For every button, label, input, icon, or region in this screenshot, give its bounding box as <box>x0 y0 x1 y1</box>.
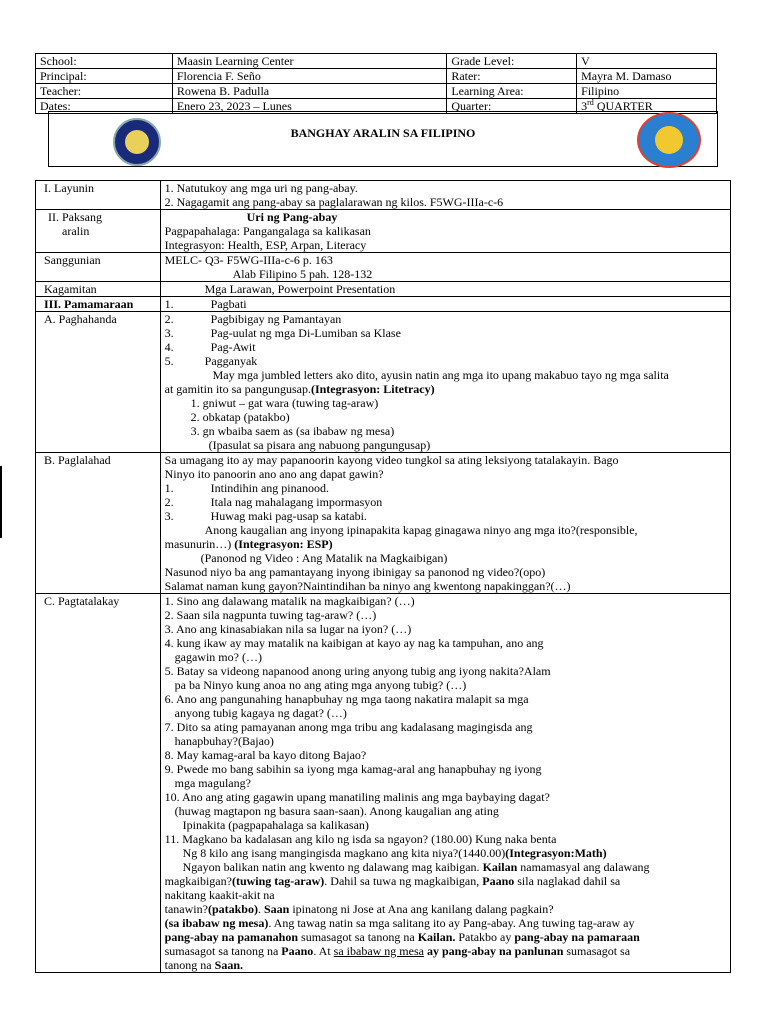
question-1: 1. Sino ang dalawang matalik na magkaibigan? (…) <box>164 594 415 608</box>
pagganyak-para-1: May mga jumbled letters ako dito, ayusin natin ang mga ito upang makabuo tayo ng mga salita <box>212 368 669 382</box>
row-kagamitan <box>36 282 731 297</box>
question-3: 3. Ano ang kinasabiakan nila sa lugar na iyon? (…) <box>164 622 412 636</box>
question-2: 2. Saan sila nagpunta tuwing tag-araw? (…) <box>164 608 377 622</box>
layunin-content <box>160 181 730 210</box>
summary-line-1: Ngayon balikan natin ang kwento ng dalawang mag kaibigan. Kailan namamasyal ang dalawang <box>182 860 650 874</box>
summary-line-5: (sa ibabaw ng mesa). Ang tawag natin sa mga salitang ito ay Pang-abay. Ang tuwing tag-araw ay <box>164 916 635 930</box>
pamamaraan-label: III. Pamamaraan <box>36 297 161 312</box>
pagtatalakay-content <box>160 594 730 973</box>
jumbled-3: 3. gn wbaiba saem as (sa ibabaw ng mesa) <box>190 424 395 438</box>
question-5a: 5. Batay sa videong napanood anong uring anyong tubig ang iyong nakita?Alam <box>164 664 551 678</box>
summary-line-8: tanong na Saan. <box>164 958 243 972</box>
header-row-teacher <box>36 84 717 99</box>
question-5b: pa ba Ninyo kung anoa no ang ating mga anyong tubig? (…) <box>174 678 467 692</box>
paglalahad-label: B. Paglalahad <box>36 453 161 594</box>
question-4a: 4. kung ikaw ay may matalik na kaibigan at kayo ay nag ka tampuhan, ano ang <box>164 636 544 650</box>
question-6a: 6. Ano ang pangunahing hanapbuhay ng mga taong nakatira malapit sa mga <box>164 692 529 706</box>
header-info-table <box>35 53 717 114</box>
header-row-school <box>36 54 717 69</box>
paglalahad-line-2: Ninyo ito panoorin ano ano ang dapat gawin? <box>164 467 384 481</box>
paglalahad-content <box>160 453 730 594</box>
header-row-principal <box>36 69 717 84</box>
area-value: Filipino <box>577 84 717 99</box>
layunin-line-1: 1. Natutukoy ang mga uri ng pang-abay. <box>164 181 358 195</box>
step-4: 4. Pag-Awit <box>164 340 256 354</box>
step-1: 1. Pagbati <box>164 297 247 311</box>
question-10a: 10. Ano ang ating gagawin upang manatiling malinis ang mga baybaying dagat? <box>164 790 550 804</box>
kagamitan-value: Mga Larawan, Powerpoint Presentation <box>204 282 396 296</box>
rater-value: Mayra M. Damaso <box>577 69 717 84</box>
layunin-label: I. Layunin <box>36 181 161 210</box>
row-pagtatalakay <box>36 594 731 973</box>
dates-value: Enero 23, 2023 – Lunes <box>172 99 447 114</box>
question-9b: mga magulang? <box>174 776 251 790</box>
summary-line-6: pang-abay na pamanahon sumasagot sa tanong na Kailan. Patakbo ay pang-abay na pamaraan <box>164 930 640 944</box>
question-7a: 7. Dito sa ating pamayanan anong mga tribu ang kadalasang magingisda ang <box>164 720 533 734</box>
paksa-line-1: Pagpapahalaga: Pangangalaga sa kalikasan <box>164 224 371 238</box>
page-title: BANGHAY ARALIN SA FILIPINO <box>290 126 476 140</box>
title-banner <box>48 111 718 167</box>
row-paghahanda <box>36 312 731 453</box>
quarter-label: Quarter: <box>447 99 577 114</box>
question-10c: Ipinakita (pagpapahalaga sa kalikasan) <box>182 818 369 832</box>
rule-2: 2. Itala nag mahalagang impormasyon <box>164 495 383 509</box>
paglalahad-line-5: (Panonod ng Video : Ang Matalik na Magkaibigan) <box>200 551 448 565</box>
grade-value: V <box>577 54 717 69</box>
sanggunian-line-1: MELC- Q3- F5WG-IIIa-c-6 p. 163 <box>164 253 333 267</box>
paglalahad-line-6: Nasunod niyo ba ang pamantayang inyong ibinigay sa panonod ng video?(opo) <box>164 565 546 579</box>
teacher-label: Teacher: <box>36 84 173 99</box>
paglalahad-line-4: masunurin…) (Integrasyon: ESP) <box>164 537 333 551</box>
paglalahad-line-3: Anong kaugalian ang inyong ipinapakita kapag ginagawa ninyo ang mga ito?(responsible, <box>204 523 638 537</box>
layunin-line-2: 2. Nagagamit ang pang-abay sa paglalarawan ng kilos. F5WG-IIIa-c-6 <box>164 195 504 209</box>
pagtatalakay-label: C. Pagtatalakay <box>36 594 161 973</box>
sanggunian-content <box>160 253 730 282</box>
sanggunian-line-2: Alab Filipino 5 pah. 128-132 <box>232 267 373 281</box>
question-11b: Ng 8 kilo ang isang mangingisda magkano ang kita niya?(1440.00)(Integrasyon:Math) <box>182 846 607 860</box>
step-2: 2. Pagbibigay ng Pamantayan <box>164 312 342 326</box>
school-label: School: <box>36 54 173 69</box>
paghahanda-label: A. Paghahanda <box>36 312 161 453</box>
paksa-label-2: aralin <box>62 224 90 238</box>
kagamitan-content <box>160 282 730 297</box>
school-value: Maasin Learning Center <box>172 54 447 69</box>
pamamaraan-content <box>160 297 730 312</box>
rater-label: Rater: <box>447 69 577 84</box>
dates-label: Dates: <box>36 99 173 114</box>
paksa-content <box>160 210 730 253</box>
paksa-label-1: II. Paksang <box>48 210 102 224</box>
question-4b: gagawin mo? (…) <box>174 650 262 664</box>
rule-3: 3. Huwag maki pag-usap sa katabi. <box>164 509 367 523</box>
paksa-title: Uri ng Pang-abay <box>246 210 338 224</box>
principal-label: Principal: <box>36 69 173 84</box>
quarter-text: QUARTER <box>593 99 653 113</box>
question-11a: 11. Magkano ba kadalasan ang kilo ng isda sa ngayon? (180.00) Kung naka benta <box>164 832 557 846</box>
summary-line-7: sumasagot sa tanong na Paano. At sa ibabaw ng mesa ay pang-abay na panlunan sumasagot sa <box>164 944 631 958</box>
question-10b: (huwag magtapon ng basura saan-saan). Anong kaugalian ang ating <box>174 804 499 818</box>
paksa-line-2: Integrasyon: Health, ESP, Arpan, Literacy <box>164 238 367 252</box>
summary-line-4: tanawin?(patakbo). Saan ipinatong ni Jose at Ana ang kanilang dalang pagkain? <box>164 902 554 916</box>
paksa-label <box>36 210 161 253</box>
rule-1: 1. Intindihin ang pinanood. <box>164 481 329 495</box>
row-paksa <box>36 210 731 253</box>
pagganyak-para-2: at gamitin ito sa pangungusap.(Integrasyon: Litetracy) <box>164 382 435 396</box>
row-layunin <box>36 181 731 210</box>
summary-line-2: magkaibigan?(tuwing tag-araw). Dahil sa tuwa ng magkaibigan, Paano sila naglakad dahil sa <box>164 874 621 888</box>
jumbled-1: 1. gniwut – gat wara (tuwing tag-araw) <box>190 396 379 410</box>
paglalahad-line-7: Salamat naman kung gayon?Naintindihan ba ninyo ang kwentong napakinggan?(…) <box>164 579 571 593</box>
teacher-value: Rowena B. Padulla <box>172 84 447 99</box>
left-margin-line <box>0 466 2 538</box>
question-7b: hanapbuhay?(Bajao) <box>174 734 274 748</box>
paglalahad-line-1: Sa umagang ito ay may papanoorin kayong video tungkol sa ating leksiyong tatalakayin. Bago <box>164 453 619 467</box>
step-3: 3. Pag-uulat ng mga Di-Lumiban sa Klase <box>164 326 401 340</box>
row-pamamaraan <box>36 297 731 312</box>
kagamitan-label: Kagamitan <box>36 282 161 297</box>
grade-label: Grade Level: <box>447 54 577 69</box>
area-label: Learning Area: <box>447 84 577 99</box>
principal-value: Florencia F. Seño <box>172 69 447 84</box>
quarter-num: 3 <box>581 99 588 113</box>
question-9a: 9. Pwede mo bang sabihin sa iyong mga kamag-aral ang hanapbuhay ng iyong <box>164 762 542 776</box>
summary-line-3: nakitang kaakit-akit na <box>164 888 275 902</box>
quarter-sup: rd <box>587 98 594 107</box>
jumbled-note: (Ipasulat sa pisara ang nabuong pangungusap) <box>208 438 431 452</box>
paghahanda-content <box>160 312 730 453</box>
jumbled-2: 2. obkatap (patakbo) <box>190 410 290 424</box>
step-5: 5. Pagganyak <box>164 354 258 368</box>
lesson-plan-table <box>35 180 731 973</box>
row-paglalahad <box>36 453 731 594</box>
sanggunian-label: Sanggunian <box>36 253 161 282</box>
row-sanggunian <box>36 253 731 282</box>
school-seal-icon <box>637 112 701 168</box>
question-6b: anyong tubig kagaya ng dagat? (…) <box>174 706 347 720</box>
question-8: 8. May kamag-aral ba kayo ditong Bajao? <box>164 748 367 762</box>
